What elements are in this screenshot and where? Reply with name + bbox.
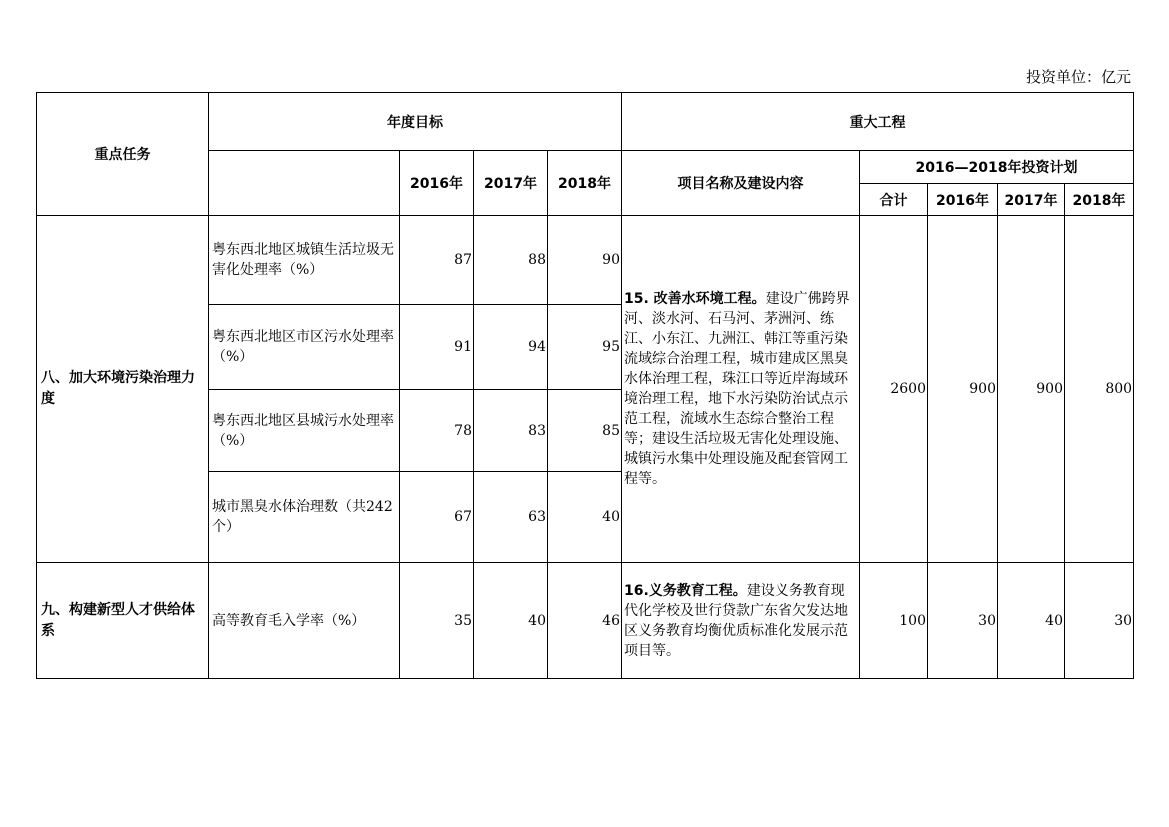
table-row [37,216,1134,305]
investment-2018: 30 [1065,563,1134,679]
indicator-cell: 高等教育毛入学率（%） [209,563,400,679]
header-annual-target: 年度目标 [209,93,622,151]
investment-unit-label: 投资单位：亿元 [1025,68,1131,86]
value-2016: 87 [400,216,474,305]
project-body: 建设义务教育现代化学校及世行贷款广东省欠发达地区义务教育均衡优质标准化发展示范项目等。 [624,582,848,659]
value-2017: 63 [474,472,548,563]
header-inv-2017: 2017年 [998,184,1065,216]
project-cell [622,216,860,563]
value-2016: 78 [400,390,474,472]
project-cell [622,563,860,679]
header-inv-2018: 2018年 [1065,184,1134,216]
table-row [37,563,1134,679]
plan-table [36,92,1134,679]
indicator-cell: 粤东西北地区县城污水处理率（%） [209,390,400,472]
indicator-cell: 城市黑臭水体治理数（共242个） [209,472,400,563]
value-2017: 83 [474,390,548,472]
indicator-cell: 粤东西北地区城镇生活垃圾无害化处理率（%） [209,216,400,305]
value-2018: 95 [548,305,622,390]
investment-total: 2600 [860,216,928,563]
header-project-name: 项目名称及建设内容 [622,151,860,216]
header-2017: 2017年 [474,151,548,216]
value-2016: 91 [400,305,474,390]
value-2018: 46 [548,563,622,679]
investment-2016: 30 [928,563,998,679]
investment-2017: 40 [998,563,1065,679]
investment-2016: 900 [928,216,998,563]
header-2018: 2018年 [548,151,622,216]
task-cell: 九、构建新型人才供给体系 [37,563,209,679]
investment-2018: 800 [1065,216,1134,563]
header-total: 合计 [860,184,928,216]
value-2018: 85 [548,390,622,472]
header-investment-plan: 2016—2018年投资计划 [860,151,1134,184]
indicator-cell: 粤东西北地区市区污水处理率（%） [209,305,400,390]
value-2016: 35 [400,563,474,679]
value-2016: 67 [400,472,474,563]
value-2017: 88 [474,216,548,305]
task-cell: 八、加大环境污染治理力度 [37,216,209,563]
value-2018: 40 [548,472,622,563]
header-row-1 [37,93,1134,151]
value-2018: 90 [548,216,622,305]
value-2017: 40 [474,563,548,679]
header-2016: 2016年 [400,151,474,216]
header-inv-2016: 2016年 [928,184,998,216]
value-2017: 94 [474,305,548,390]
project-body: 建设广佛跨界河、淡水河、石马河、茅洲河、练江、小东江、九洲江、韩江等重污染流域综合治理工程，城市建成区黑臭水体治理工程，珠江口等近岸海域环境治理工程，地下水污染防治试点示范工程，流域水生态综合整治工程等；建设生活垃圾无害化处理设施、城镇污水集中处理设施及配套管网工程等。 [624,291,850,487]
header-key-task: 重点任务 [37,93,209,216]
header-major-project: 重大工程 [622,93,1134,151]
project-title: 15. 改善水环境工程。 [624,291,766,307]
investment-2017: 900 [998,216,1065,563]
header-indicator-blank [209,151,400,216]
investment-total: 100 [860,563,928,679]
project-title: 16.义务教育工程。 [624,582,747,599]
